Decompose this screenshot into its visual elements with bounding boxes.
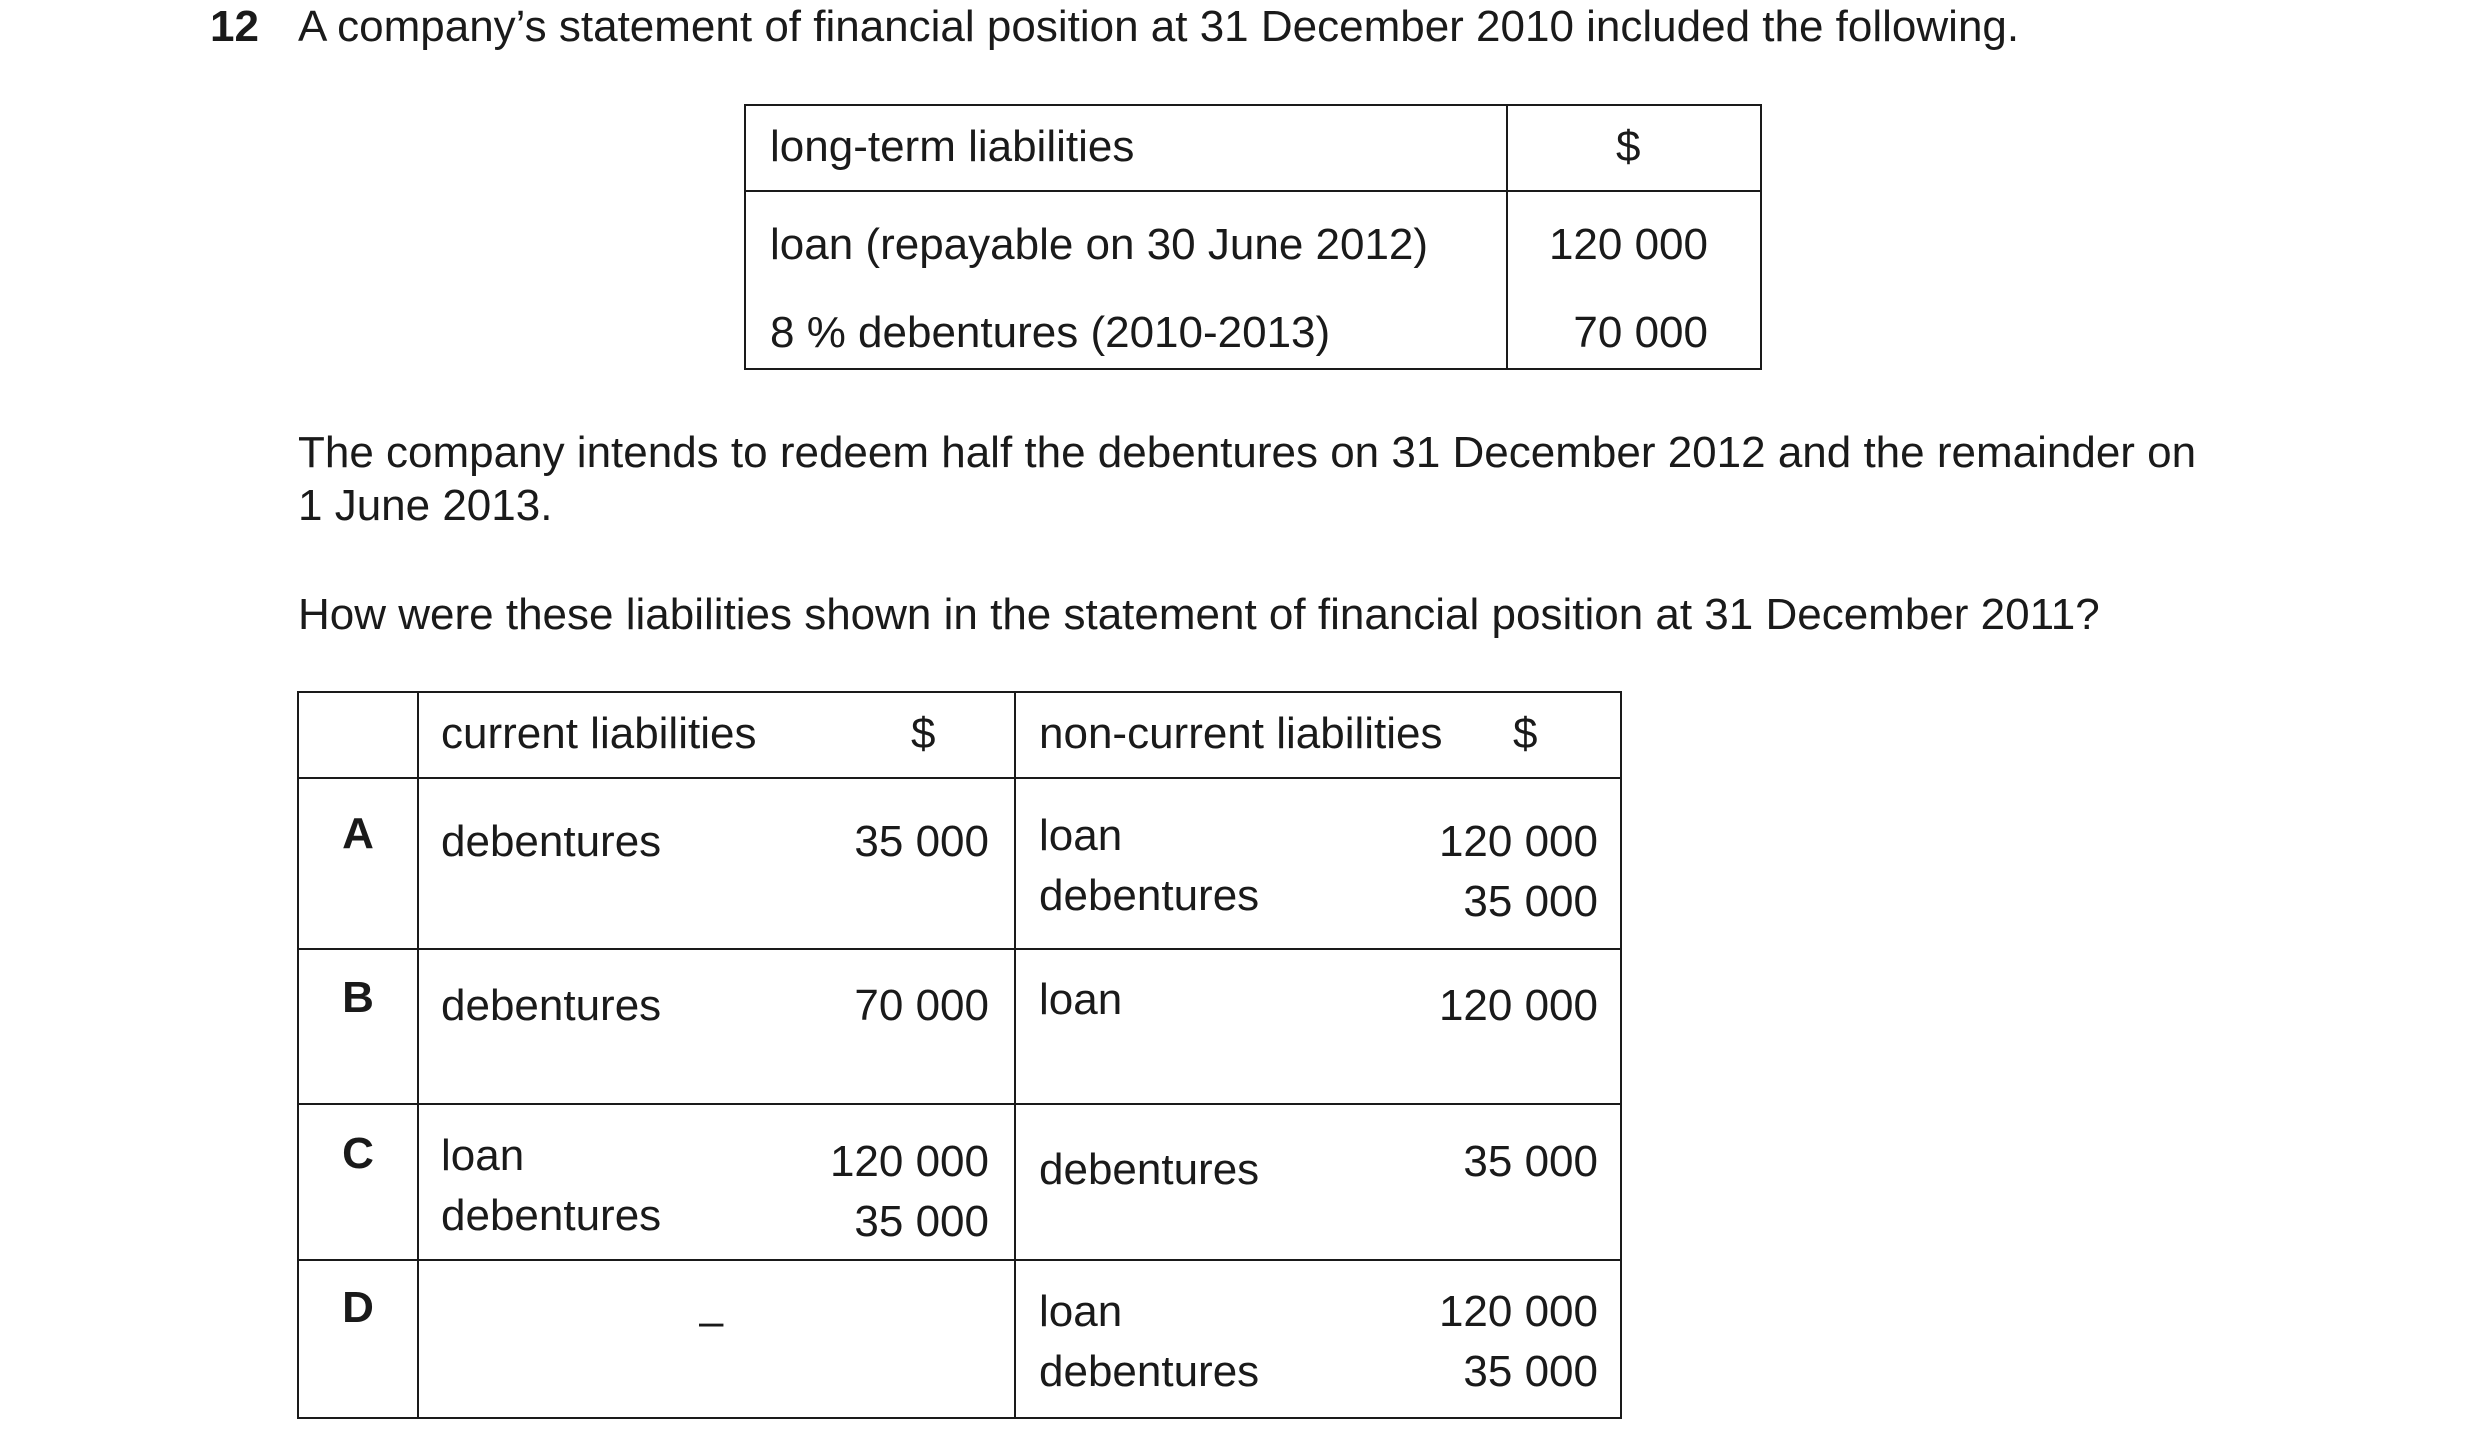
given-liabilities-table — [744, 104, 1762, 370]
paragraph-line: 1 June 2013. — [298, 481, 553, 530]
question-number: 12 — [210, 2, 259, 51]
paragraph-line: The company intends to redeem half the debentures on 31 December 2012 and the remainder on — [298, 428, 2197, 477]
given-row-amount: 70 000 — [1573, 308, 1708, 357]
options-row-divider — [299, 1103, 1620, 1105]
option-d-current-dash: – — [699, 1297, 724, 1346]
header-noncurrent-currency: $ — [1513, 709, 1538, 758]
options-row-divider — [299, 777, 1620, 779]
option-d-noncurrent-label: loan — [1039, 1287, 1123, 1336]
header-current-currency: $ — [911, 709, 936, 758]
option-c-current-label: loan — [441, 1131, 525, 1180]
question-stem: A company’s statement of financial position at 31 December 2010 included the following. — [298, 2, 2020, 51]
header-noncurrent-liabilities: non-current liabilities — [1039, 709, 1443, 758]
option-c-current-amount: 35 000 — [854, 1197, 989, 1246]
option-d-noncurrent-amount: 35 000 — [1463, 1347, 1598, 1396]
option-key-c[interactable]: C — [342, 1129, 374, 1178]
option-a-noncurrent-label: debentures — [1039, 871, 1260, 920]
option-key-a[interactable]: A — [342, 809, 374, 858]
option-a-current-amount: 35 000 — [854, 817, 989, 866]
option-d-noncurrent-amount: 120 000 — [1438, 1287, 1598, 1336]
given-header-currency: $ — [1616, 122, 1641, 171]
question-paragraph — [298, 426, 2378, 532]
option-key-d[interactable]: D — [342, 1283, 374, 1332]
option-b-noncurrent-amount: 120 000 — [1438, 981, 1598, 1030]
given-header-label: long-term liabilities — [770, 122, 1135, 171]
option-a-current-label: debentures — [441, 817, 662, 866]
options-column-divider — [417, 693, 419, 1417]
option-key-b[interactable]: B — [342, 973, 374, 1022]
option-b-current-label: debentures — [441, 981, 662, 1030]
option-c-current-label: debentures — [441, 1191, 662, 1240]
option-b-noncurrent-label: loan — [1039, 975, 1123, 1024]
option-a-noncurrent-amount: 120 000 — [1438, 817, 1598, 866]
options-row-divider — [299, 1259, 1620, 1261]
option-c-noncurrent-label: debentures — [1039, 1145, 1260, 1194]
option-c-noncurrent-amount: 35 000 — [1463, 1137, 1598, 1186]
header-current-liabilities: current liabilities — [441, 709, 757, 758]
given-row-amount: 120 000 — [1548, 220, 1708, 269]
options-column-divider — [1014, 693, 1016, 1417]
option-a-noncurrent-amount: 35 000 — [1463, 877, 1598, 926]
given-table-divider — [1506, 106, 1508, 368]
answer-options-table — [297, 691, 1622, 1419]
option-d-noncurrent-label: debentures — [1039, 1347, 1260, 1396]
option-a-noncurrent-label: loan — [1039, 811, 1123, 860]
option-c-current-amount: 120 000 — [829, 1137, 989, 1186]
given-row-label: loan (repayable on 30 June 2012) — [770, 220, 1429, 269]
option-b-current-amount: 70 000 — [854, 981, 989, 1030]
question-prompt: How were these liabilities shown in the statement of financial position at 31 December 2011? — [298, 590, 2100, 639]
options-row-divider — [299, 948, 1620, 950]
given-row-label: 8 % debentures (2010-2013) — [770, 308, 1331, 357]
